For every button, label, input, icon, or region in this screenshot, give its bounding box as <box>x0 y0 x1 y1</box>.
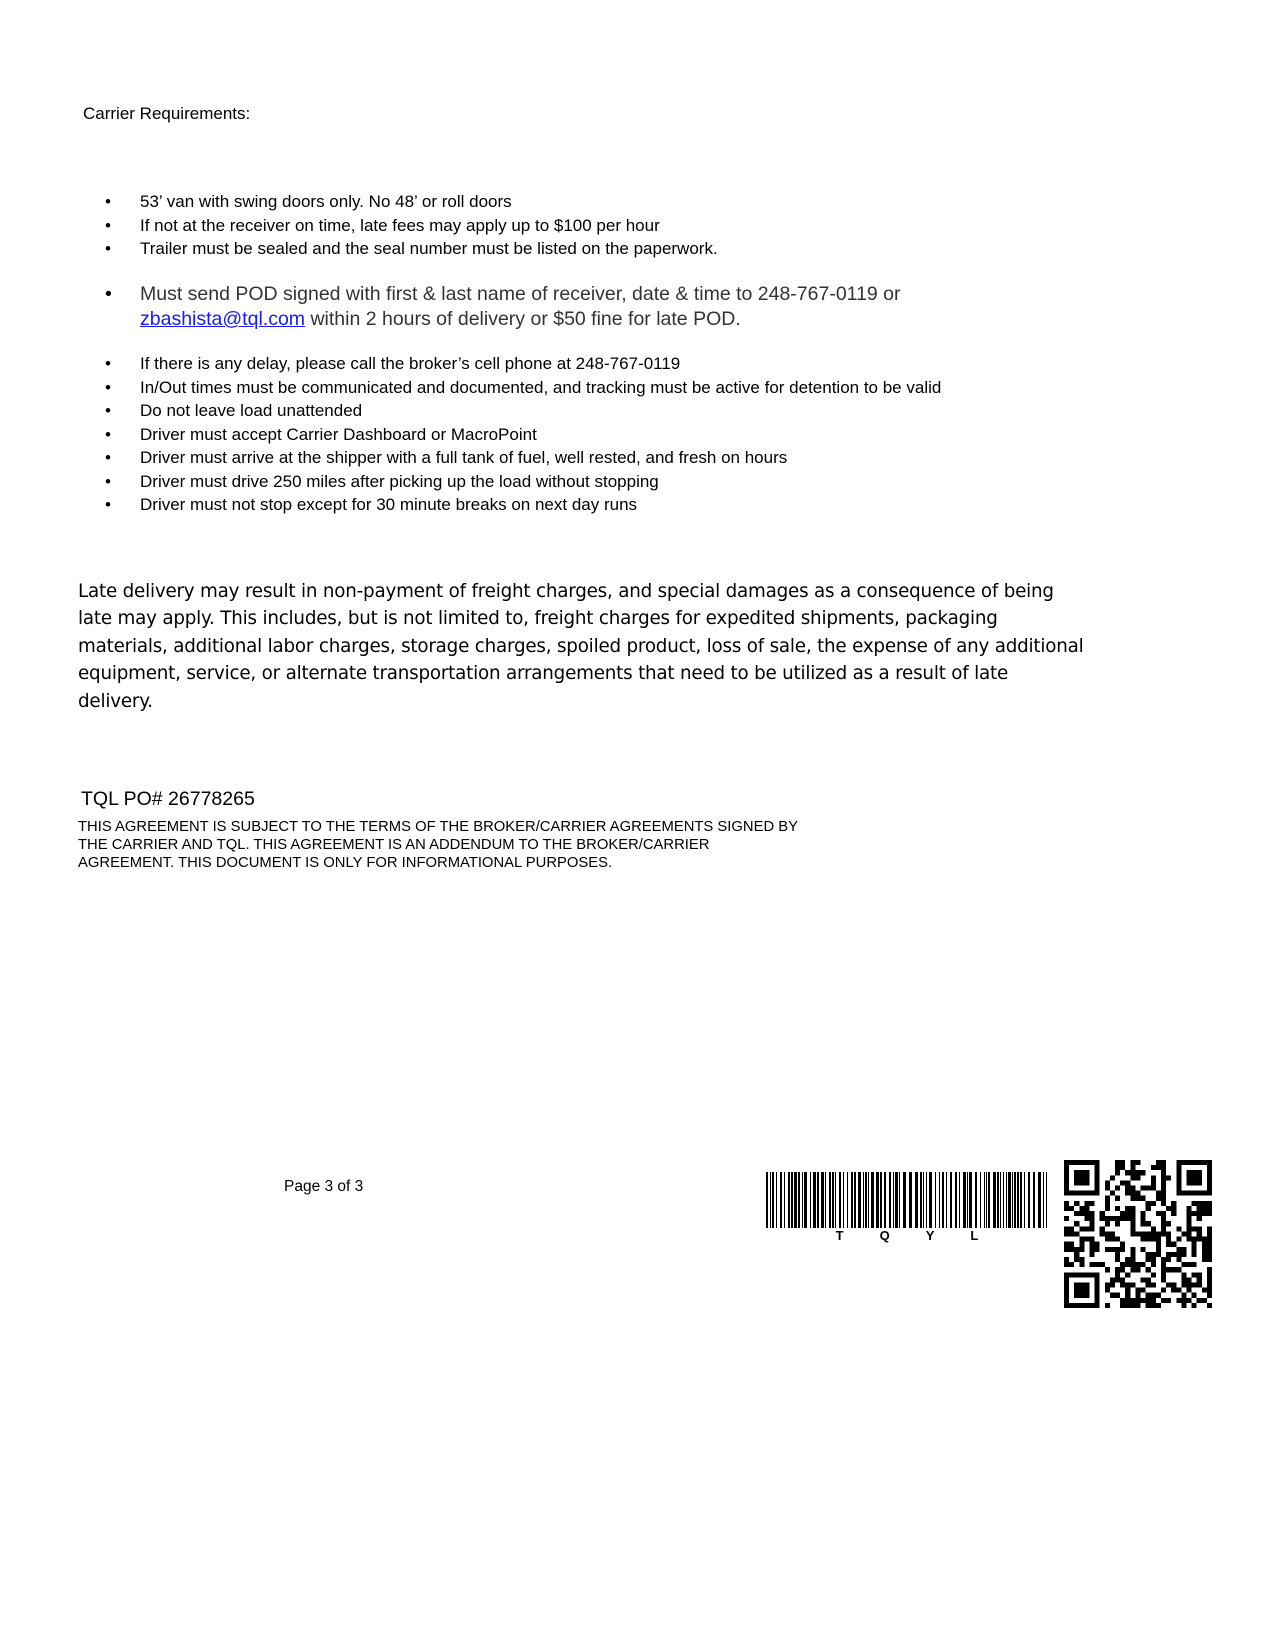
page-number: Page 3 of 3 <box>284 1178 364 1195</box>
list-item: • Trailer must be sealed and the seal number must be listed on the paperwork. <box>100 237 1100 261</box>
late-delivery-paragraph: Late delivery may result in non-payment of freight charges, and special damages as a consequence of being late may apply. This includes, but is not limited to, freight charges for expedited shipments, packaging materials, additional labor charges, storage charges, spoiled product, loss of sale, the expense of any additional equipment, service, or alternate transportation arrangements that need to be utilized as a result of late delivery. <box>78 581 1084 712</box>
requirements-list-top <box>100 190 1100 261</box>
agreement-notice: THIS AGREEMENT IS SUBJECT TO THE TERMS OF THE BROKER/CARRIER AGREEMENTS SIGNED BY THE CARRIER AND TQL. THIS AGREEMENT IS AN ADDENDUM TO THE BROKER/CARRIER AGREEMENT. THIS DOCUMENT IS ONLY FOR INFORMATIONAL PURPOSES. <box>78 819 798 871</box>
bullet-icon: • <box>105 424 111 444</box>
carrier-requirements-heading: Carrier Requirements: <box>83 104 251 123</box>
bullet-icon: • <box>105 448 111 467</box>
list-item: • Driver must not stop except for 30 minute breaks on next day runs <box>100 493 1100 517</box>
barcode-text: T Q Y L <box>835 1228 979 1243</box>
list-item: • Do not leave load unattended <box>100 399 1100 423</box>
list-item: • 53’ van with swing doors only. No 48’ or roll doors <box>100 190 1100 214</box>
bullet-icon: • <box>105 495 111 514</box>
pod-requirement <box>100 282 1040 332</box>
barcode-icon <box>766 1172 1048 1234</box>
bullet-icon: • <box>105 283 112 305</box>
bullet-icon: • <box>105 471 111 491</box>
bullet-icon: • <box>105 215 111 235</box>
bullet-icon: • <box>105 192 111 211</box>
requirements-list-bottom <box>100 352 1100 517</box>
list-item: • If not at the receiver on time, late fees may apply up to $100 per hour <box>100 214 1100 238</box>
qr-code-icon <box>1064 1160 1212 1308</box>
pod-text-after: within 2 hours of delivery or $50 fine for late POD. <box>305 308 741 330</box>
pod-email-link[interactable]: zbashista@tql.com <box>140 308 306 330</box>
list-item: • Driver must arrive at the shipper with a full tank of fuel, well rested, and fresh on hours <box>100 446 1100 470</box>
bullet-icon: • <box>105 354 111 373</box>
list-item: • Driver must drive 250 miles after picking up the load without stopping <box>100 470 1100 494</box>
list-item: • If there is any delay, please call the broker’s cell phone at 248-767-0119 <box>100 352 1100 376</box>
pod-text-before: Must send POD signed with first & last name of receiver, date & time to 248-767-0119 or <box>140 283 901 305</box>
bullet-icon: • <box>105 239 111 258</box>
bullet-icon: • <box>105 401 111 420</box>
bullet-icon: • <box>105 377 111 397</box>
po-number: TQL PO# 26778265 <box>81 788 255 810</box>
list-item: • In/Out times must be communicated and documented, and tracking must be active for detention to be valid <box>100 376 1100 400</box>
list-item: • Driver must accept Carrier Dashboard or MacroPoint <box>100 423 1100 447</box>
